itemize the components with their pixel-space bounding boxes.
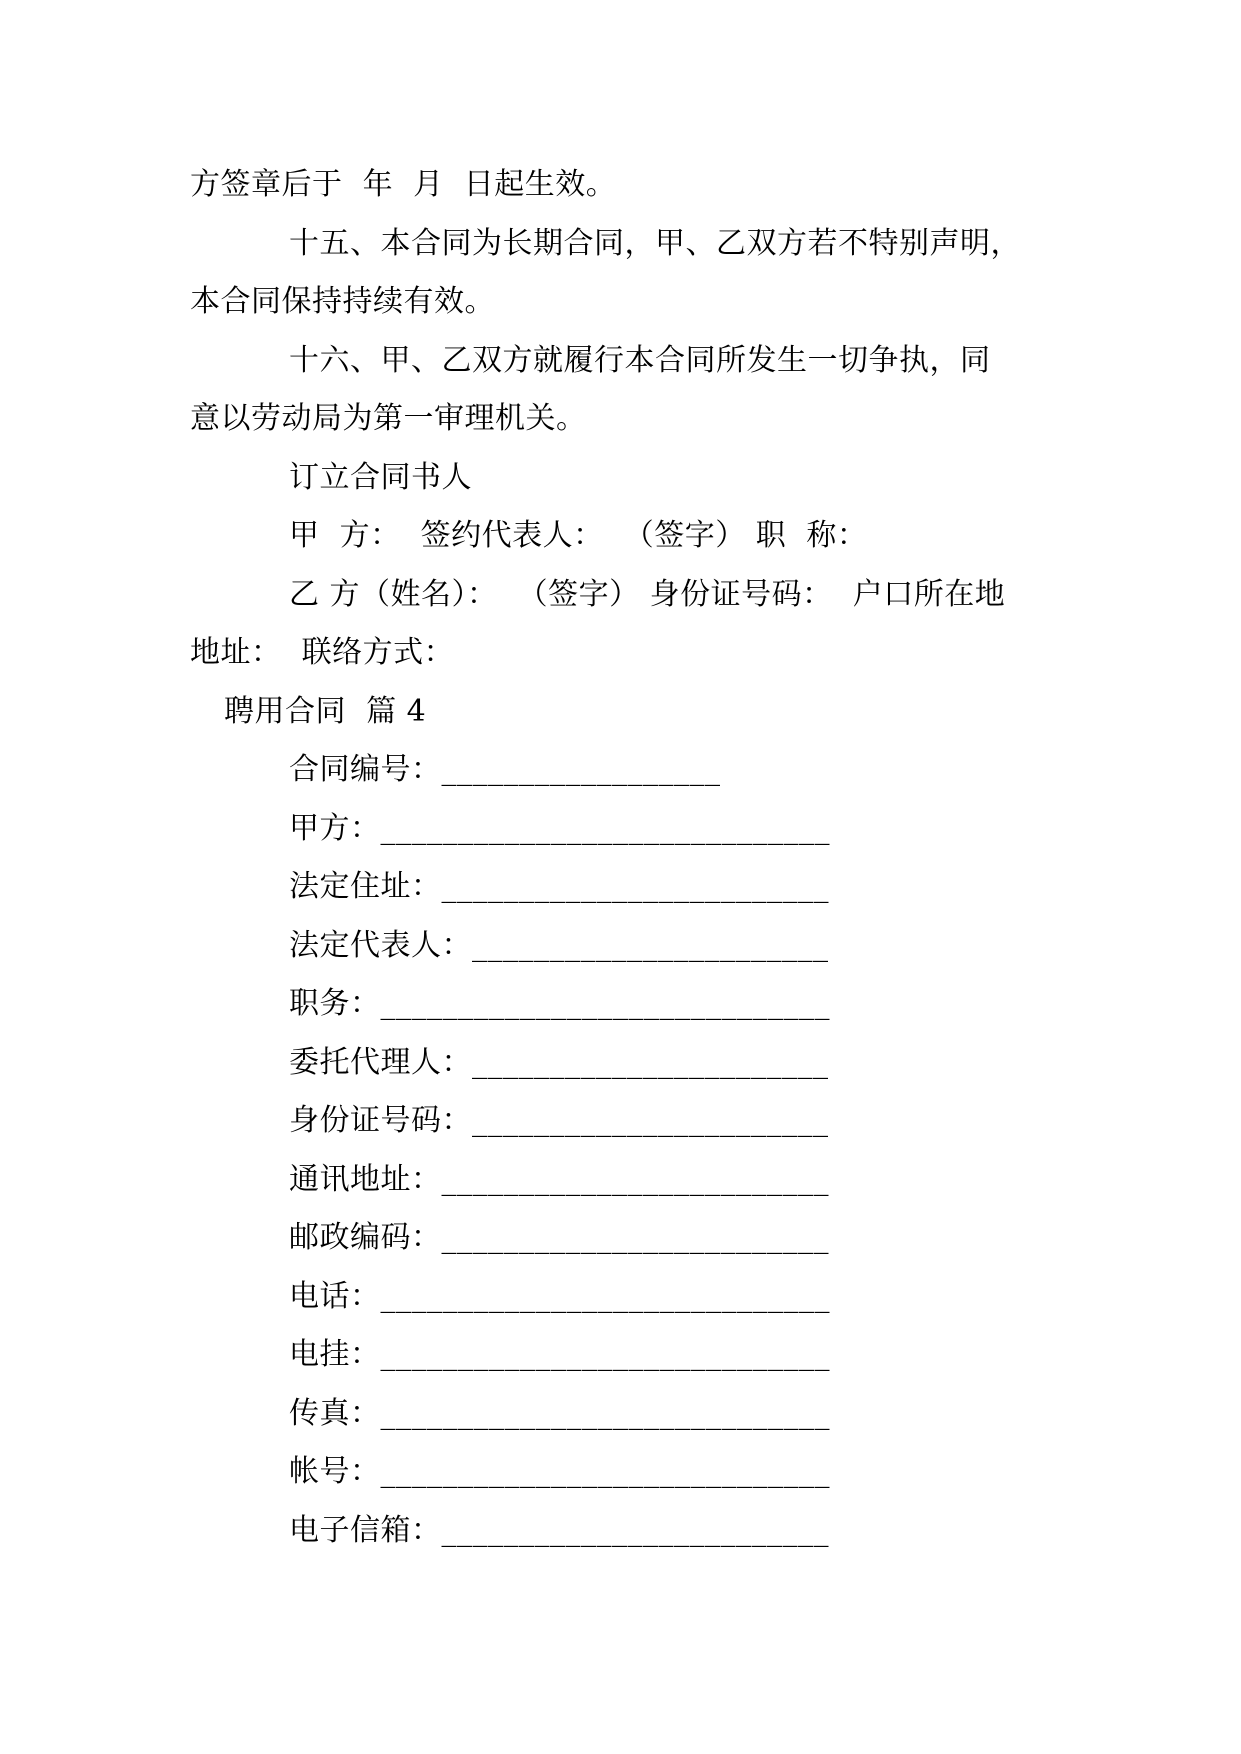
form-field-legal-representative: 法定代表人：_______________________	[289, 928, 829, 963]
clause-15-line-2: 本合同保持持续有效。	[190, 284, 495, 319]
form-field-postal-code: 邮政编码：_________________________	[289, 1220, 829, 1255]
form-field-id-number: 身份证号码：_______________________	[289, 1103, 829, 1138]
signing-title: 订立合同书人	[289, 460, 472, 495]
form-field-party-a: 甲方：_____________________________	[289, 811, 830, 846]
form-field-email: 电子信箱：_________________________	[289, 1513, 829, 1548]
form-field-account: 帐号：_____________________________	[289, 1454, 830, 1489]
clause-15-line-1: 十五、本合同为长期合同，甲、乙双方若不特别声明，	[289, 226, 1021, 261]
section-heading: 聘用合同 篇 4	[224, 694, 427, 729]
form-field-authorized-agent: 委托代理人：_______________________	[289, 1045, 829, 1080]
form-field-mailing-address: 通讯地址：_________________________	[289, 1162, 829, 1197]
form-field-legal-address: 法定住址：_________________________	[289, 869, 829, 904]
form-field-telephone: 电话：_____________________________	[289, 1279, 830, 1314]
clause-16-line-2: 意以劳动局为第一审理机关。	[190, 401, 587, 436]
party-b-signature-line-1: 乙 方（姓名）： （签字） 身份证号码： 户口所在地	[289, 577, 1006, 612]
party-a-signature-line: 甲 方： 签约代表人： （签字） 职 称：	[289, 518, 868, 553]
form-field-fax: 传真：_____________________________	[289, 1396, 830, 1431]
clause-16-line-1: 十六、甲、乙双方就履行本合同所发生一切争执，同	[289, 343, 991, 378]
form-field-cable: 电挂：_____________________________	[289, 1337, 830, 1372]
form-field-contract-number: 合同编号：__________________	[289, 752, 721, 787]
continuation-text: 方签章后于 年 月 日起生效。	[190, 167, 617, 202]
form-field-position: 职务：_____________________________	[289, 986, 830, 1021]
party-b-signature-line-2: 地址： 联络方式：	[190, 635, 455, 670]
